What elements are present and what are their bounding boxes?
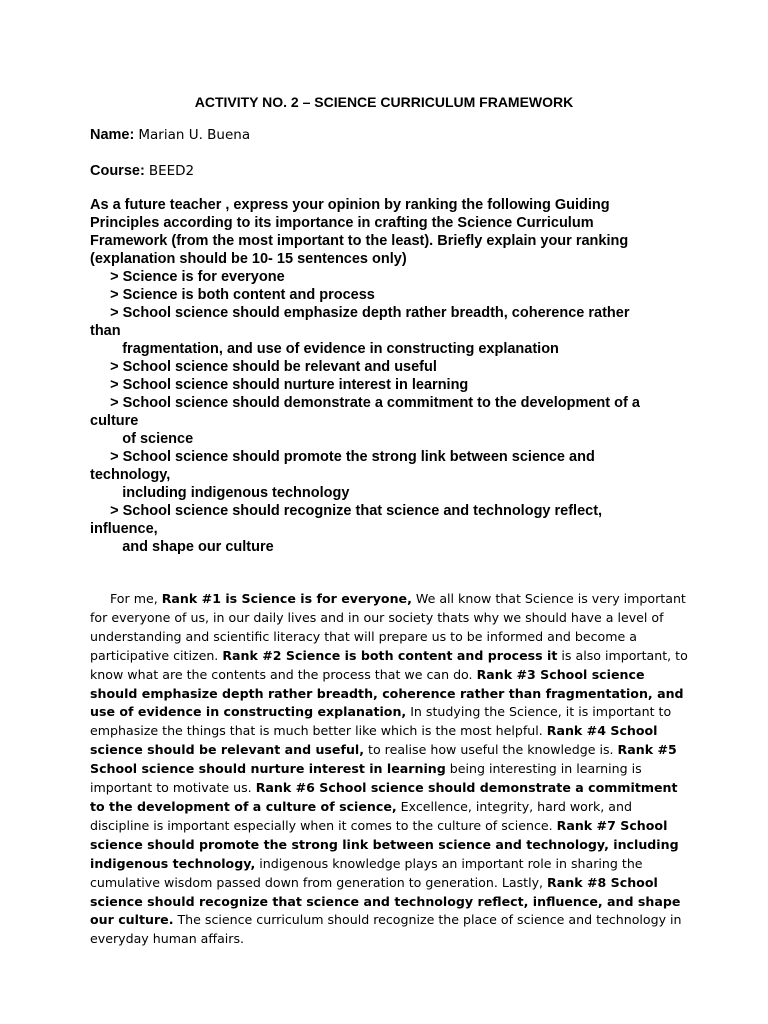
essay-text: to realise how useful the knowledge is. bbox=[364, 742, 618, 758]
prompt-line: > School science should emphasize depth rather breadth, coherence rather bbox=[90, 305, 630, 321]
essay-text: indigenous knowledge plays an important role in sharing the cumulative wisdom passed down from generation to generation. Lastly, bbox=[90, 855, 643, 890]
essay-text: We all know that Science is very important for everyone of us, in our daily lives and in our society thats why we should have a level of understanding and scientific literacy that will prepare us to be informed and become a participative citizen. bbox=[90, 591, 686, 663]
rank-statement: Rank #5 School science should nurture interest in learning bbox=[90, 742, 677, 777]
essay-text: is also important, to know what are the contents and the process that we can do. bbox=[90, 647, 688, 682]
name-value: Marian U. Buena bbox=[138, 127, 251, 143]
prompt-line: than bbox=[90, 323, 121, 339]
prompt-line: Principles according to its importance in crafting the Science Curriculum bbox=[90, 215, 594, 231]
prompt-line: > School science should promote the strong link between science and bbox=[90, 449, 595, 465]
prompt-line: > School science should demonstrate a commitment to the development of a bbox=[90, 395, 640, 411]
rank-statement: Rank #7 School science should promote the strong link between science and technology, including indigenous technology, bbox=[90, 817, 679, 871]
prompt-line: Framework (from the most important to the least). Briefly explain your ranking bbox=[90, 233, 629, 249]
essay-text: The science curriculum should recognize the place of science and technology in everyday human affairs. bbox=[90, 912, 682, 947]
prompt-line: including indigenous technology bbox=[90, 485, 350, 501]
rank-statement: Rank #1 is Science is for everyone, bbox=[161, 591, 412, 606]
rank-statement: Rank #6 School science should demonstrate a commitment to the development of a culture of science, bbox=[90, 780, 678, 814]
prompt-line: influence, bbox=[90, 521, 158, 537]
essay-text: Excellence, integrity, hard work, and discipline is important especially when it comes to the culture of science. bbox=[90, 798, 632, 833]
rank-statement: Rank #8 School science should recognize that science and technology reflect, influence, and shape our culture. bbox=[90, 874, 681, 928]
activity-prompt bbox=[90, 196, 690, 556]
prompt-line: > School science should nurture interest in learning bbox=[90, 377, 469, 393]
prompt-line: > Science is both content and process bbox=[90, 287, 375, 303]
prompt-line: (explanation should be 10- 15 sentences only) bbox=[90, 251, 407, 267]
prompt-line: > School science should recognize that science and technology reflect, bbox=[90, 503, 603, 519]
rank-statement: Rank #2 Science is both content and process it bbox=[222, 647, 558, 663]
course-field bbox=[90, 163, 194, 179]
course-label: Course: bbox=[90, 163, 145, 179]
course-value: BEED2 bbox=[148, 163, 195, 179]
essay-text: being interesting in learning is important to motivate us. bbox=[90, 761, 642, 796]
prompt-line: and shape our culture bbox=[90, 539, 274, 555]
prompt-line: technology, bbox=[90, 467, 171, 483]
name-field bbox=[90, 127, 250, 143]
prompt-line: of science bbox=[90, 431, 194, 447]
prompt-line: fragmentation, and use of evidence in constructing explanation bbox=[90, 341, 559, 357]
prompt-line: As a future teacher , express your opinion by ranking the following Guiding bbox=[90, 197, 610, 213]
rank-statement: Rank #4 School science should be relevant and useful, bbox=[90, 723, 658, 758]
document-title: ACTIVITY NO. 2 – SCIENCE CURRICULUM FRAMEWORK bbox=[194, 94, 574, 110]
essay-text: For me, bbox=[110, 591, 162, 606]
essay-text: In studying the Science, it is important to emphasize the things that is much better like which is the most helpful. bbox=[90, 704, 672, 739]
prompt-line: culture bbox=[90, 413, 139, 429]
prompt-line: > School science should be relevant and useful bbox=[90, 359, 437, 375]
essay-paragraph bbox=[90, 590, 690, 949]
name-label: Name: bbox=[90, 127, 135, 143]
rank-statement: Rank #3 School science should emphasize depth rather breadth, coherence rather than fragmentation, and use of evidence in constructing explanation, bbox=[90, 666, 684, 720]
prompt-line: > Science is for everyone bbox=[90, 269, 285, 285]
